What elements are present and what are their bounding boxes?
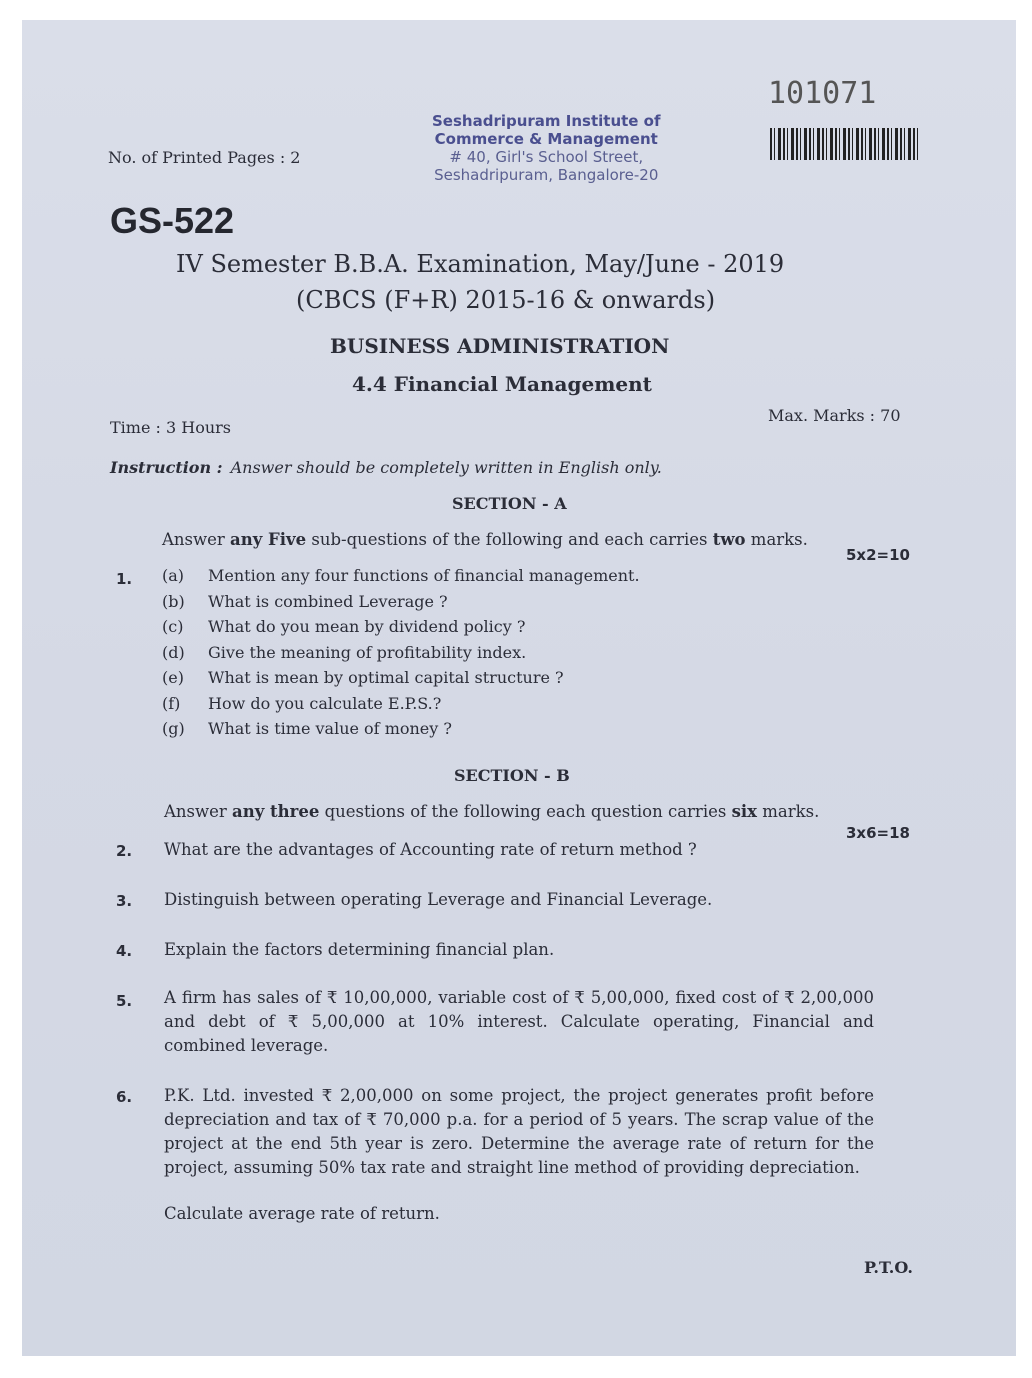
exam-scheme: (CBCS (F+R) 2015-16 & onwards) [296, 286, 716, 314]
time: Time : 3 Hours [110, 418, 232, 437]
section-b-marks: 3x6=18 [846, 824, 910, 842]
question-text: Distinguish between operating Leverage and Financial Leverage. [164, 890, 713, 909]
section-b-title: SECTION - B [454, 766, 570, 785]
question-text: A firm has sales of ₹ 10,00,000, variable cost of ₹ 5,00,000, fixed cost of ₹ 2,00,000 and debt of ₹ 5,00,000 at 10% interest. Calculate operating, Financial and combined leverage. [164, 988, 874, 1055]
sub-question: (g) What is time value of money ? [162, 719, 452, 738]
section-a-intro: Answer any Five sub-questions of the following and each carries two marks. [162, 530, 808, 549]
barcode [770, 128, 920, 160]
sub-question: (f) How do you calculate E.P.S.? [162, 693, 442, 713]
question-text: P.K. Ltd. invested ₹ 2,00,000 on some project, the project generates profit before depreciation and tax of ₹ 70,000 p.a. for a period of 5 years. The scrap value of the project at the end 5th year is zero. Determine the average rate of return for the project, assuming 50% tax rate and straight line method of providing depreciation. [164, 1086, 874, 1177]
sub-question: (b) What is combined Leverage ? [162, 591, 448, 611]
instruction-text: Answer should be completely written in English only. [230, 458, 662, 477]
sub-question: (e) What is mean by optimal capital structure ? [162, 668, 564, 687]
question-text: Explain the factors determining financial plan. [164, 940, 555, 959]
max-marks: Max. Marks : 70 [768, 406, 901, 425]
sub-question-list [162, 566, 640, 745]
please-turn-over: P.T.O. [864, 1258, 913, 1277]
question-number: 4. [116, 942, 133, 960]
question-number: 5. [116, 992, 133, 1010]
stamp-line: Seshadripuram, Bangalore-20 [434, 166, 659, 184]
printed-pages: No. of Printed Pages : 2 [108, 148, 301, 167]
stamp-line: Commerce & Management [434, 130, 658, 148]
paper-title: 4.4 Financial Management [352, 372, 652, 396]
question-number: 1. [116, 570, 133, 588]
question-extra: Calculate average rate of return. [164, 1204, 440, 1223]
question-number: 3. [116, 892, 133, 910]
question-number: 6. [116, 1088, 133, 1106]
question-text: What are the advantages of Accounting rate of return method ? [164, 840, 697, 859]
instruction-label: Instruction : [110, 458, 223, 477]
serial-number: 101071 [768, 76, 877, 111]
sub-question: (a) Mention any four functions of financial management. [162, 566, 640, 585]
instruction [110, 458, 662, 477]
subject: BUSINESS ADMINISTRATION [330, 334, 670, 358]
section-a-marks: 5x2=10 [846, 546, 910, 564]
paper-code: GS-522 [110, 200, 235, 241]
section-b-intro: Answer any three questions of the following each question carries six marks. [164, 802, 820, 821]
stamp-line: # 40, Girl's School Street, [449, 148, 644, 166]
section-a-title: SECTION - A [452, 494, 567, 513]
exam-title: IV Semester B.B.A. Examination, May/June - 2019 [176, 250, 785, 278]
sub-question: (d) Give the meaning of profitability index. [162, 642, 527, 662]
stamp-line: Seshadripuram Institute of [432, 112, 661, 130]
institute-stamp [432, 112, 661, 184]
question-number: 2. [116, 842, 133, 860]
sub-question: (c) What do you mean by dividend policy ? [162, 617, 526, 636]
